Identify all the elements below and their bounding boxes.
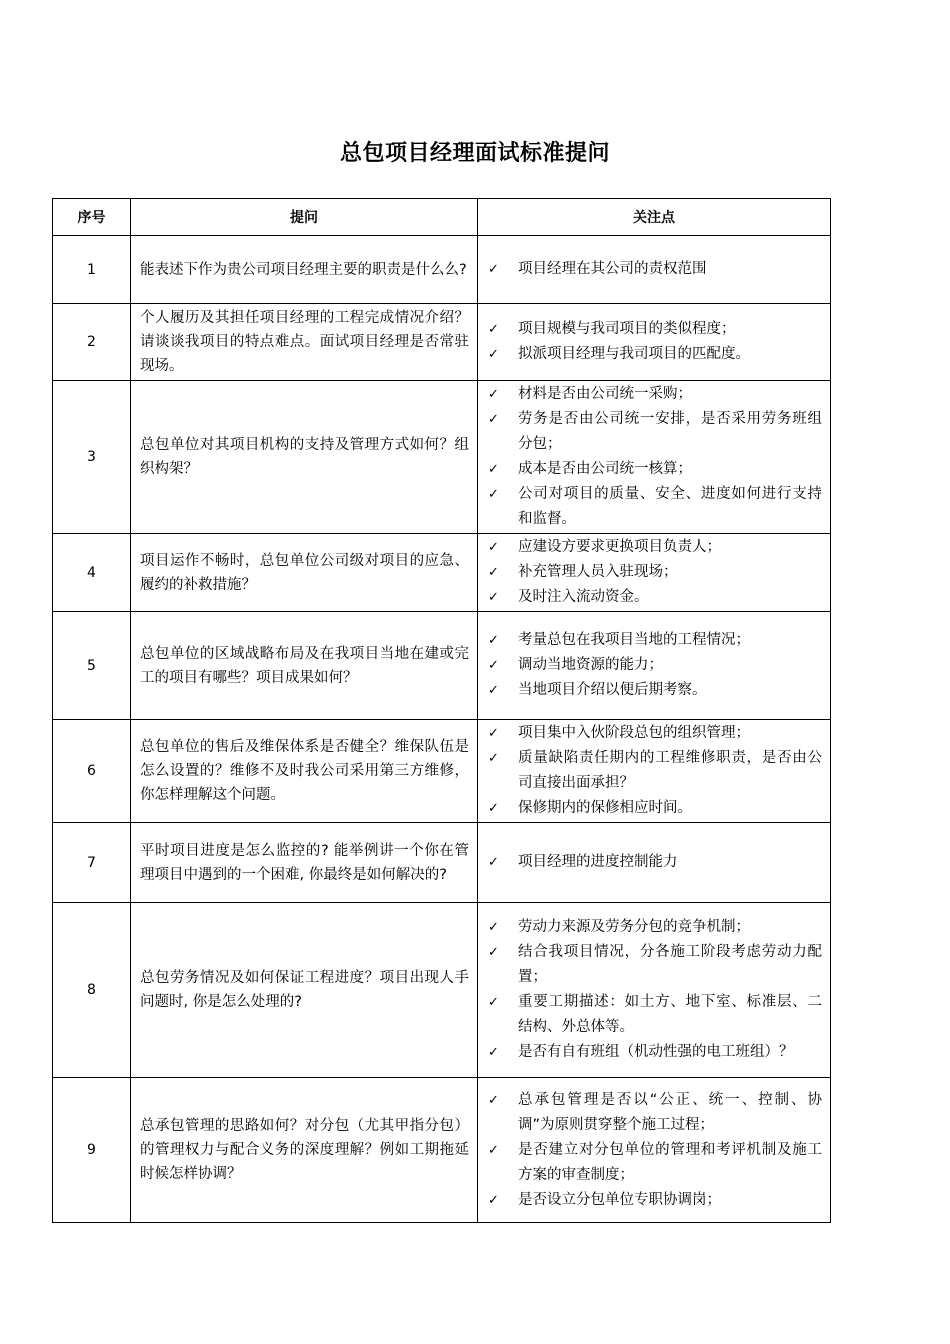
row-number: 7	[53, 823, 131, 903]
check-icon: ✓	[488, 540, 499, 555]
focus-item	[488, 796, 822, 821]
header-question: 提问	[131, 199, 478, 236]
question-cell: 项目运作不畅时，总包单位公司级对项目的应急、履约的补救措施？	[131, 534, 478, 612]
focus-item	[488, 1138, 822, 1188]
focus-cell	[478, 720, 831, 823]
question-cell: 个人履历及其担任项目经理的工程完成情况介绍？请谈谈我项目的特点难点。面试项目经理是否常驻现场。	[131, 304, 478, 381]
focus-text: 是否建立对分包单位的管理和考评机制及施工方案的审查制度；	[518, 1141, 822, 1183]
focus-cell	[478, 236, 831, 304]
focus-item	[488, 721, 822, 746]
focus-cell	[478, 823, 831, 903]
row-number: 2	[53, 304, 131, 381]
check-icon: ✓	[488, 633, 499, 648]
focus-text: 应建设方要求更换项目负责人；	[518, 539, 721, 555]
focus-item	[488, 257, 822, 282]
table-row	[53, 720, 831, 823]
focus-item	[488, 342, 822, 367]
row-number: 9	[53, 1078, 131, 1223]
focus-text: 是否有自有班组（机动性强的电工班组）？	[518, 1044, 794, 1060]
question-cell: 总承包管理的思路如何？对分包（尤其甲指分包）的管理权力与配合义务的深度理解？例如工期拖延时候怎样协调？	[131, 1078, 478, 1223]
page-title: 总包项目经理面试标准提问	[339, 141, 610, 166]
focus-item	[488, 457, 822, 482]
focus-item	[488, 407, 822, 457]
check-icon: ✓	[488, 726, 499, 741]
focus-text: 重要工期描述：如土方、地下室、标准层、二结构、外总体等。	[518, 994, 822, 1035]
question-cell: 总包单位的售后及维保体系是否健全？维保队伍是怎么设置的？维修不及时我公司采用第三方维修，你怎样理解这个问题。	[131, 720, 478, 823]
question-cell: 能表述下作为贵公司项目经理主要的职责是什么么?	[131, 236, 478, 304]
focus-cell	[478, 304, 831, 381]
check-icon: ✓	[488, 262, 499, 277]
header-focus: 关注点	[478, 199, 831, 236]
focus-item	[488, 915, 822, 940]
check-icon: ✓	[488, 995, 499, 1010]
focus-item	[488, 535, 822, 560]
focus-text: 当地项目介绍以便后期考察。	[518, 682, 707, 698]
focus-item	[488, 1088, 822, 1138]
focus-text: 劳动力来源及劳务分包的竞争机制；	[518, 919, 750, 935]
table-row	[53, 236, 831, 304]
focus-text: 项目集中入伙阶段总包的组织管理；	[518, 725, 750, 741]
table-header-row	[53, 199, 831, 236]
check-icon: ✓	[488, 683, 499, 698]
table-row	[53, 381, 831, 534]
focus-text: 项目经理的进度控制能力	[518, 854, 678, 870]
check-icon: ✓	[488, 387, 499, 402]
focus-item	[488, 585, 822, 610]
focus-cell	[478, 534, 831, 612]
check-icon: ✓	[488, 1142, 499, 1158]
row-number: 6	[53, 720, 131, 823]
check-icon: ✓	[488, 412, 499, 427]
table-row	[53, 304, 831, 381]
row-number: 5	[53, 612, 131, 720]
focus-item	[488, 746, 822, 796]
focus-item	[488, 317, 822, 342]
focus-text: 项目规模与我司项目的类似程度；	[518, 321, 736, 337]
check-icon: ✓	[488, 1045, 499, 1060]
check-icon: ✓	[488, 920, 499, 935]
focus-text: 调动当地资源的能力；	[518, 657, 663, 673]
table-body	[53, 236, 831, 1223]
focus-text: 材料是否由公司统一采购；	[518, 386, 692, 402]
focus-text: 考量总包在我项目当地的工程情况；	[518, 632, 750, 648]
interview-table	[52, 198, 831, 1223]
focus-text: 质量缺陷责任期内的工程维修职责，是否由公司直接出面承担？	[518, 750, 822, 791]
table-row	[53, 903, 831, 1078]
focus-text: 拟派项目经理与我司项目的匹配度。	[518, 346, 750, 362]
focus-cell	[478, 1078, 831, 1223]
focus-text: 保修期内的保修相应时间。	[518, 800, 692, 816]
check-icon: ✓	[488, 801, 499, 816]
question-cell: 总包单位对其项目机构的支持及管理方式如何？组织构架？	[131, 381, 478, 534]
check-icon: ✓	[488, 322, 499, 337]
check-icon: ✓	[488, 565, 499, 580]
focus-item	[488, 653, 822, 678]
focus-item	[488, 678, 822, 703]
table-row	[53, 1078, 831, 1223]
check-icon: ✓	[488, 462, 499, 477]
check-icon: ✓	[488, 855, 499, 870]
header-no: 序号	[53, 199, 131, 236]
focus-item	[488, 850, 822, 875]
focus-item	[488, 482, 822, 532]
focus-item	[488, 1040, 822, 1065]
focus-item	[488, 1188, 822, 1213]
check-icon: ✓	[488, 1192, 499, 1208]
check-icon: ✓	[488, 590, 499, 605]
row-number: 1	[53, 236, 131, 304]
focus-item	[488, 382, 822, 407]
focus-cell	[478, 612, 831, 720]
focus-item	[488, 990, 822, 1040]
focus-text: 公司对项目的质量、安全、进度如何进行支持和监督。	[518, 486, 822, 527]
focus-item	[488, 628, 822, 653]
question-cell: 总包劳务情况及如何保证工程进度？项目出现人手问题时, 你是怎么处理的?	[131, 903, 478, 1078]
check-icon: ✓	[488, 487, 499, 502]
focus-text: 及时注入流动资金。	[518, 589, 649, 605]
focus-text: 项目经理在其公司的责权范围	[518, 261, 707, 277]
check-icon: ✓	[488, 1092, 499, 1108]
row-number: 8	[53, 903, 131, 1078]
table-row	[53, 534, 831, 612]
focus-text: 结合我项目情况，分各施工阶段考虑劳动力配置；	[518, 944, 822, 985]
focus-item	[488, 560, 822, 585]
focus-item	[488, 940, 822, 990]
row-number: 4	[53, 534, 131, 612]
question-cell: 总包单位的区域战略布局及在我项目当地在建或完工的项目有哪些？项目成果如何？	[131, 612, 478, 720]
focus-cell	[478, 903, 831, 1078]
check-icon: ✓	[488, 945, 499, 960]
question-cell: 平时项目进度是怎么监控的? 能举例讲一个你在管理项目中遇到的一个困难, 你最终是如何解决的?	[131, 823, 478, 903]
check-icon: ✓	[488, 347, 499, 362]
focus-cell	[478, 381, 831, 534]
table-row	[53, 612, 831, 720]
focus-text: 补充管理人员入驻现场；	[518, 564, 678, 580]
table-row	[53, 823, 831, 903]
check-icon: ✓	[488, 751, 499, 766]
check-icon: ✓	[488, 658, 499, 673]
focus-text: 总承包管理是否以“公正、统一、控制、协调”为原则贯穿整个施工过程；	[518, 1091, 822, 1133]
focus-text: 成本是否由公司统一核算；	[518, 461, 692, 477]
focus-text: 劳务是否由公司统一安排，是否采用劳务班组分包；	[518, 411, 822, 452]
focus-text: 是否设立分包单位专职协调岗；	[518, 1191, 721, 1208]
row-number: 3	[53, 381, 131, 534]
